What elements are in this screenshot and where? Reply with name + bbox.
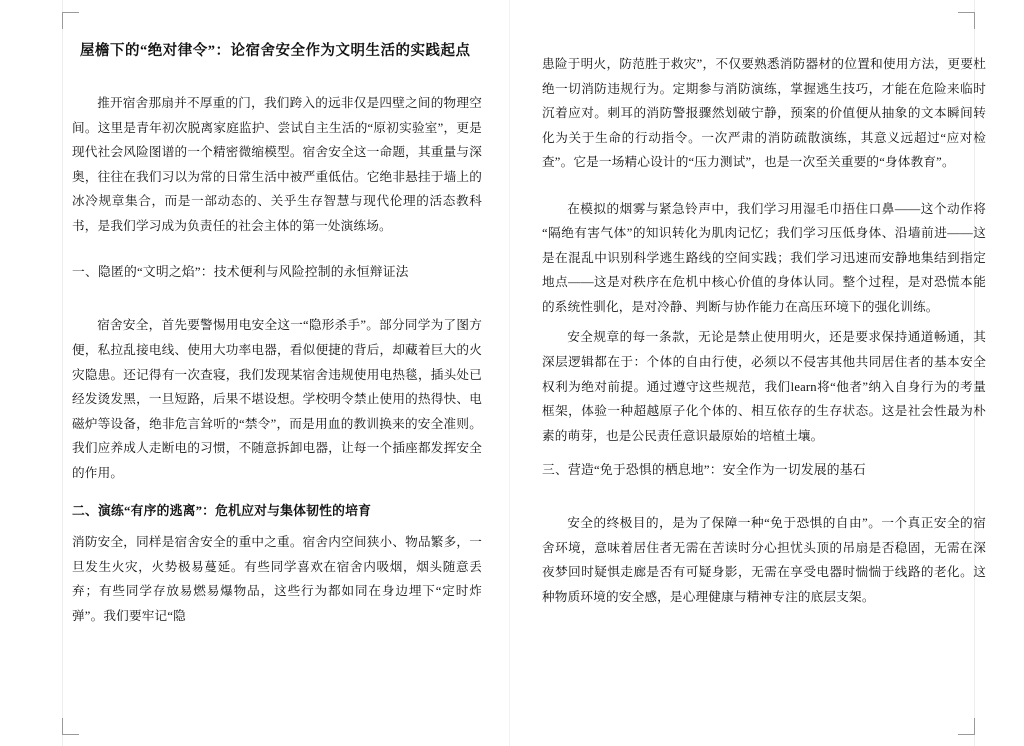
paragraph: 安全的终极目的，是为了保障一种“免于恐惧的自由”。一个真正安全的宿舍环境，意味着居住者无需在苦读时分心担忧头顶的吊扇是否稳固，无需在深夜梦回时疑惧走廊是否有可疑身影，无需在享受电器时惴惴于线路的老化。这种物质环境的安全感，是心理健康与精神专注的底层支架。	[542, 516, 986, 604]
paragraph: 在模拟的烟雾与紧急铃声中，我们学习用湿毛巾捂住口鼻——这个动作将“隔绝有害气体”的知识转化为肌肉记忆；我们学习压低身体、沿墙前进——这是在混乱中识别科学逃生路线的空间实践；我们学习迅速而安静地集结到指定地点——这是对秩序在危机中核心价值的身体认同。整个过程，是对恐慌本能的系统性驯化，是对冷静、判断与协作能力在高压环境下的强化训练。	[542, 201, 986, 314]
paragraph: 安全规章的每一条款，无论是禁止使用明火，还是要求保持通道畅通，其深层逻辑都在于：个体的自由行使，必须以不侵害其他共同居住者的基本安全权利为绝对前提。通过遵守这些规范，我们learn将“他者”纳入自身行为的考量框架，体验一种超越原子化个体的、相互依存的生存状态。这是社会性最为朴素的萌芽，也是公民责任意识最原始的培植土壤。	[542, 330, 986, 443]
paragraph: 患险于明火，防范胜于救灾”，不仅要熟悉消防器材的位置和使用方法，更要杜绝一切消防违规行为。定期参与消防演练，掌握逃生技巧，才能在危险来临时沉着应对。刺耳的消防警报骤然划破宁静，预案的价值便从抽象的文本瞬间转化为关于生命的行动指令。一次严肃的消防疏散演练，其意义远超过“应对检查”。它是一场精心设计的“压力测试”，也是一次至关重要的“身体教育”。	[542, 57, 986, 170]
paragraph: 推开宿舍那扇并不厚重的门，我们跨入的远非仅是四壁之间的物理空间。这里是青年初次脱离家庭监护、尝试自主生活的“原初实验室”，更是现代社会风险图谱的一个精密微缩模型。宿舍安全这一命题，其重量与深奥，往往在我们习以为常的日常生活中被严重低估。它绝非悬挂于墙上的冰冷规章集合，而是一部动态的、关乎生存智慧与现代伦理的活态教科书，是我们学习成为负责任的社会主体的第一处演练场。	[72, 96, 482, 233]
document-title: 屋檐下的“绝对律令”：论宿舍安全作为文明生活的实践起点	[80, 43, 471, 59]
paragraph: 消防安全，同样是宿舍安全的重中之重。宿舍内空间狭小、物品繁多，一旦发生火灾，火势极易蔓延。有些同学喜欢在宿舍内吸烟，烟头随意丢弃；有些同学存放易燃易爆物品，这些行为都如同在身边埋下“定时炸弹”。我们要牢记“隐	[72, 535, 482, 623]
paragraph: 宿舍安全，首先要警惕用电安全这一“隐形杀手”。部分同学为了图方便，私拉乱接电线、使用大功率电器，看似便捷的背后，却藏着巨大的火灾隐患。还记得有一次查寝，我们发现某宿舍违规使用电热毯，插头处已经发烫发黑，一旦短路，后果不堪设想。学校明令禁止使用的热得快、电磁炉等设备，绝非危言耸听的“禁令”，而是用血的教训换来的安全准则。我们应养成人走断电的习惯，不随意拆卸电器，让每一个插座都发挥安全的作用。	[72, 318, 482, 480]
section-heading-two: 二、演练“有序的逃离”：危机应对与集体韧性的培育	[72, 504, 372, 519]
column-right	[512, 0, 1024, 746]
section-heading-one: 一、隐匿的“文明之焰”：技术便利与风险控制的永恒辩证法	[72, 265, 409, 280]
section-heading-three: 三、营造“免于恐惧的栖息地”：安全作为一切发展的基石	[542, 463, 866, 478]
